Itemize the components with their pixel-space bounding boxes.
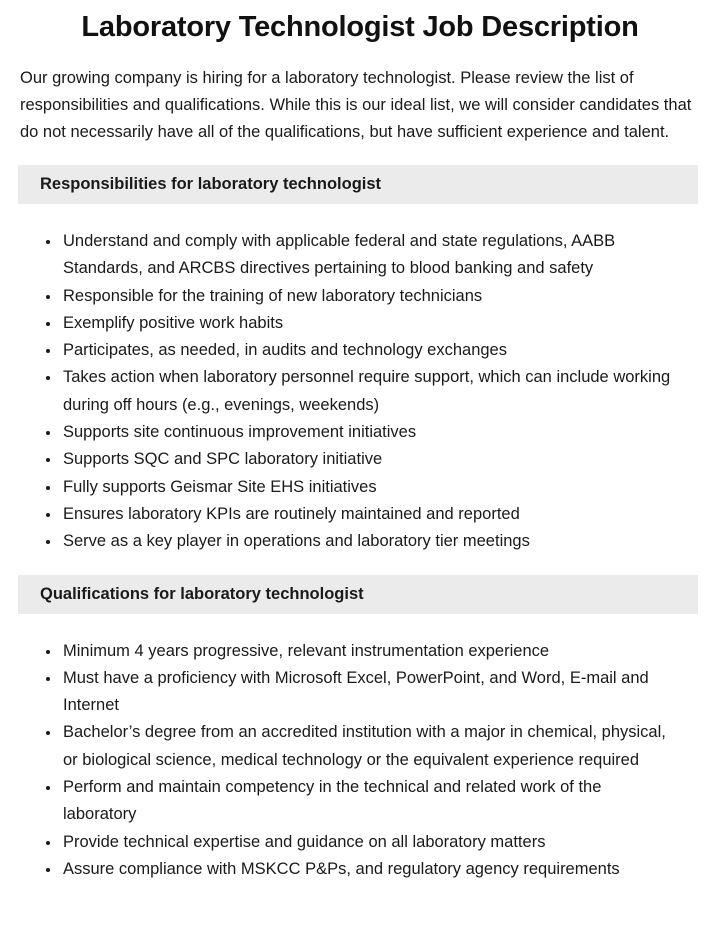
- list-item: • Fully supports Geismar Site EHS initiatives: [61, 474, 676, 501]
- responsibilities-section: [0, 165, 720, 556]
- list-item: • Understand and comply with applicable federal and state regulations, AABB Standards, and ARCBS directives pertaining to blood banking and safety: [61, 228, 676, 283]
- list-item: • Supports site continuous improvement initiatives: [61, 419, 676, 446]
- list-item: • Ensures laboratory KPIs are routinely maintained and reported: [61, 501, 676, 528]
- list-item: • Serve as a key player in operations and laboratory tier meetings: [61, 528, 676, 555]
- list-item: • Takes action when laboratory personnel require support, which can include working during off hours (e.g., evenings, weekends): [61, 364, 676, 419]
- list-item: • Minimum 4 years progressive, relevant instrumentation experience: [61, 638, 676, 665]
- qualifications-list: [20, 638, 676, 884]
- list-item: • Exemplify positive work habits: [61, 310, 676, 337]
- list-item: • Participates, as needed, in audits and technology exchanges: [61, 337, 676, 364]
- list-item: • Provide technical expertise and guidance on all laboratory matters: [61, 829, 676, 856]
- list-item: • Perform and maintain competency in the technical and related work of the laboratory: [61, 774, 676, 829]
- qualifications-section: [0, 575, 720, 884]
- qualifications-heading-bar: [18, 575, 698, 614]
- page-title: Laboratory Technologist Job Description: [81, 11, 639, 43]
- list-item: • Responsible for the training of new laboratory technicians: [61, 283, 676, 310]
- list-item: • Supports SQC and SPC laboratory initiative: [61, 446, 676, 473]
- responsibilities-heading-bar: [18, 165, 698, 204]
- list-item: • Bachelor’s degree from an accredited institution with a major in chemical, physical, or biological science, medical technology or the equivalent experience required: [61, 719, 676, 774]
- responsibilities-list: [20, 228, 676, 556]
- intro-paragraph: Our growing company is hiring for a laboratory technologist. Please review the list of responsibilities and qualifications. While this is our ideal list, we will consider candidates that do not necessarily have all of the qualifications, but have sufficient experience and talent.: [20, 69, 692, 141]
- qualifications-heading: Qualifications for laboratory technologist: [40, 584, 364, 603]
- list-item: • Assure compliance with MSKCC P&Ps, and regulatory agency requirements: [61, 856, 676, 883]
- list-item: • Must have a proficiency with Microsoft Excel, PowerPoint, and Word, E-mail and Internet: [61, 665, 676, 720]
- responsibilities-heading: Responsibilities for laboratory technologist: [40, 175, 382, 193]
